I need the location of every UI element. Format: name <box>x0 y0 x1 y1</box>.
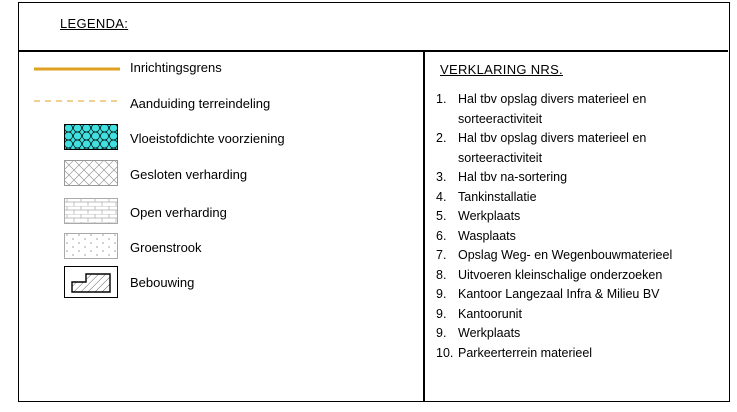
dotted-pattern-icon <box>64 233 118 259</box>
verklaring-number: 9. <box>436 306 447 321</box>
verklaring-text-continued: sorteeractiviteit <box>458 150 543 165</box>
legend-label: Bebouwing <box>130 275 195 290</box>
verklaring-item <box>436 324 721 344</box>
verklaring-item <box>436 90 721 110</box>
verklaring-item <box>436 266 721 286</box>
verklaring-text: Werkplaats <box>458 209 521 223</box>
verklaring-item <box>436 129 721 149</box>
verklaring-list <box>436 90 721 363</box>
verklaring-text: Kantoor Langezaal Infra & Milieu BV <box>458 287 660 301</box>
verklaring-number: 5. <box>436 209 447 223</box>
diamond-hatch-pattern-icon <box>64 160 118 186</box>
verklaring-text: Hal tbv opslag divers materieel en <box>458 92 647 106</box>
legend-title: LEGENDA: <box>60 16 129 31</box>
verklaring-text: Kantoorunit <box>458 306 522 321</box>
verklaring-item <box>436 344 721 364</box>
legend-label: Open verharding <box>130 205 227 220</box>
verklaring-item <box>436 207 721 227</box>
verklaring-number: 2. <box>436 131 447 145</box>
verklaring-item <box>436 227 721 247</box>
verklaring-text-continued: sorteeractiviteit <box>458 111 543 126</box>
verklaring-text: Tankinstallatie <box>458 189 537 204</box>
verklaring-item <box>436 246 721 266</box>
verklaring-item <box>436 168 721 188</box>
verklaring-number: 9. <box>436 326 447 340</box>
building-hatch-icon <box>64 266 118 298</box>
verklaring-number: 7. <box>436 248 447 262</box>
verklaring-text: Opslag Weg- en Wegenbouwmaterieel <box>458 248 673 262</box>
verklaring-item <box>436 285 721 305</box>
solid-orange-line-icon <box>34 66 120 72</box>
verklaring-item <box>436 305 721 325</box>
legend-label: Gesloten verharding <box>130 167 248 182</box>
verklaring-text: Parkeerterrein materieel <box>458 345 593 360</box>
legend-label: Vloeistofdichte voorziening <box>130 131 285 146</box>
verklaring-text: Werkplaats <box>458 326 521 340</box>
dashed-orange-line-icon <box>34 99 120 103</box>
verklaring-number: 8. <box>436 267 447 282</box>
verklaring-text: Hal tbv na-sortering <box>458 170 568 184</box>
panel-divider <box>423 50 425 401</box>
verklaring-number: 3. <box>436 170 447 184</box>
legend-label: Aanduiding terreindeling <box>130 96 271 111</box>
verklaring-number: 9. <box>436 287 447 301</box>
cyan-circles-pattern-icon <box>64 124 118 150</box>
brick-pattern-icon <box>64 198 118 224</box>
verklaring-text: Hal tbv opslag divers materieel en <box>458 131 647 145</box>
verklaring-item <box>436 188 721 208</box>
verklaring-number: 10. <box>436 345 454 360</box>
verklaring-title: VERKLARING NRS. <box>440 62 563 77</box>
verklaring-number: 6. <box>436 228 447 243</box>
verklaring-text: Uitvoeren kleinschalige onderzoeken <box>458 267 663 282</box>
legend-label: Groenstrook <box>130 240 202 255</box>
verklaring-number: 4. <box>436 189 447 204</box>
verklaring-number: 1. <box>436 92 447 106</box>
verklaring-text: Wasplaats <box>458 228 516 243</box>
legend-label: Inrichtingsgrens <box>130 60 222 75</box>
